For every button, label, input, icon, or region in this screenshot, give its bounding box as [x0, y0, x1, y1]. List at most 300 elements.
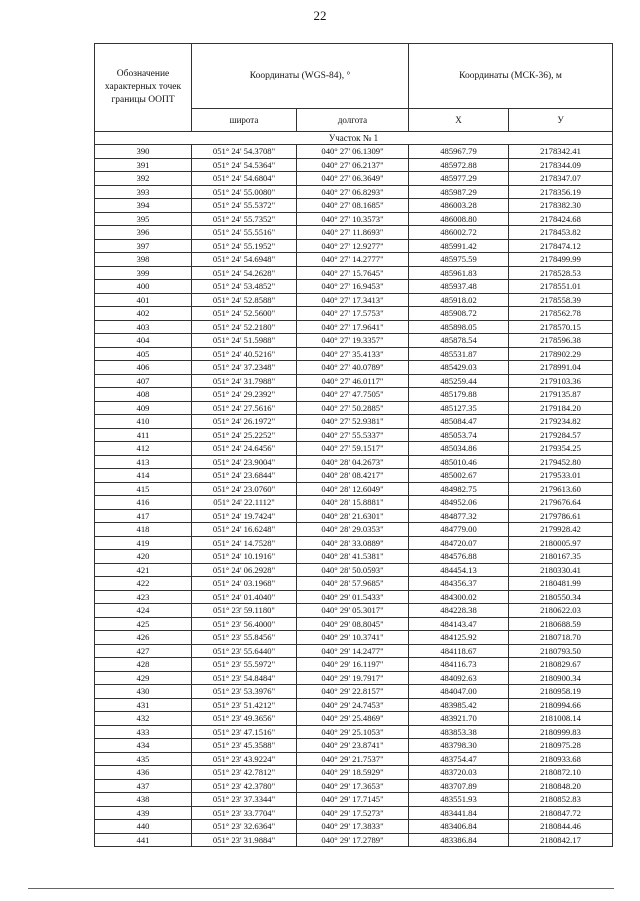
table-row	[95, 442, 613, 456]
cell-latitude: 051° 24' 55.5516"	[192, 226, 297, 240]
table-row	[95, 725, 613, 739]
table-row	[95, 779, 613, 793]
table-row	[95, 226, 613, 240]
cell-point-number: 393	[95, 185, 192, 199]
cell-latitude: 051° 23' 42.3780"	[192, 779, 297, 793]
cell-latitude: 051° 23' 45.3588"	[192, 739, 297, 753]
cell-point-number: 441	[95, 833, 192, 847]
cell-longitude: 040° 28' 21.6301"	[297, 509, 409, 523]
cell-x: 485127.35	[409, 401, 509, 415]
table-row	[95, 347, 613, 361]
header-msk-label: Координаты (МСК-36), м	[409, 44, 613, 109]
table-row	[95, 523, 613, 537]
cell-point-number: 427	[95, 644, 192, 658]
cell-x: 484779.00	[409, 523, 509, 537]
cell-x: 485918.02	[409, 293, 509, 307]
cell-point-number: 433	[95, 725, 192, 739]
cell-point-number: 440	[95, 820, 192, 834]
cell-longitude: 040° 28' 08.4217"	[297, 469, 409, 483]
footer-divider	[28, 888, 614, 889]
table-row	[95, 563, 613, 577]
cell-y: 2178382.30	[509, 199, 613, 213]
cell-x: 485034.86	[409, 442, 509, 456]
cell-y: 2178562.78	[509, 307, 613, 321]
cell-x: 485429.03	[409, 361, 509, 375]
cell-latitude: 051° 24' 31.7988"	[192, 374, 297, 388]
cell-y: 2178453.82	[509, 226, 613, 240]
table-row	[95, 658, 613, 672]
table-row	[95, 172, 613, 186]
cell-latitude: 051° 23' 56.4000"	[192, 617, 297, 631]
table-row	[95, 199, 613, 213]
cell-longitude: 040° 29' 05.3017"	[297, 604, 409, 618]
cell-latitude: 051° 23' 37.3344"	[192, 793, 297, 807]
cell-x: 483386.84	[409, 833, 509, 847]
cell-point-number: 406	[95, 361, 192, 375]
cell-latitude: 051° 24' 52.8588"	[192, 293, 297, 307]
cell-longitude: 040° 29' 16.1197"	[297, 658, 409, 672]
cell-x: 484047.00	[409, 685, 509, 699]
cell-y: 2179284.57	[509, 428, 613, 442]
cell-longitude: 040° 27' 12.9277"	[297, 239, 409, 253]
cell-longitude: 040° 29' 18.5929"	[297, 766, 409, 780]
cell-y: 2178424.68	[509, 212, 613, 226]
cell-x: 483798.30	[409, 739, 509, 753]
cell-y: 2179786.61	[509, 509, 613, 523]
cell-x: 484125.92	[409, 631, 509, 645]
cell-x: 485961.83	[409, 266, 509, 280]
cell-point-number: 400	[95, 280, 192, 294]
cell-point-number: 391	[95, 158, 192, 172]
cell-latitude: 051° 24' 54.6804"	[192, 172, 297, 186]
cell-longitude: 040° 27' 17.5753"	[297, 307, 409, 321]
cell-x: 484982.75	[409, 482, 509, 496]
table-row	[95, 496, 613, 510]
cell-longitude: 040° 27' 06.3649"	[297, 172, 409, 186]
table-row	[95, 712, 613, 726]
cell-x: 484143.47	[409, 617, 509, 631]
cell-y: 2180848.20	[509, 779, 613, 793]
cell-y: 2178347.07	[509, 172, 613, 186]
cell-x: 484356.37	[409, 577, 509, 591]
cell-longitude: 040° 27' 11.8693"	[297, 226, 409, 240]
cell-x: 485878.54	[409, 334, 509, 348]
cell-point-number: 437	[95, 779, 192, 793]
cell-longitude: 040° 28' 33.0889"	[297, 536, 409, 550]
cell-point-number: 430	[95, 685, 192, 699]
table-row	[95, 185, 613, 199]
table-row	[95, 590, 613, 604]
table-row	[95, 455, 613, 469]
cell-point-number: 419	[95, 536, 192, 550]
cell-longitude: 040° 29' 17.2789"	[297, 833, 409, 847]
cell-latitude: 051° 23' 55.8456"	[192, 631, 297, 645]
cell-point-number: 414	[95, 469, 192, 483]
cell-point-number: 438	[95, 793, 192, 807]
cell-point-number: 390	[95, 145, 192, 159]
cell-latitude: 051° 24' 16.6248"	[192, 523, 297, 537]
cell-point-number: 399	[95, 266, 192, 280]
cell-point-number: 439	[95, 806, 192, 820]
cell-y: 2180622.03	[509, 604, 613, 618]
cell-x: 483707.89	[409, 779, 509, 793]
cell-longitude: 040° 27' 06.2137"	[297, 158, 409, 172]
page-number: 22	[313, 8, 327, 23]
cell-y: 2180842.17	[509, 833, 613, 847]
cell-point-number: 396	[95, 226, 192, 240]
cell-latitude: 051° 24' 29.2392"	[192, 388, 297, 402]
table-row	[95, 820, 613, 834]
cell-point-number: 416	[95, 496, 192, 510]
cell-y: 2180958.19	[509, 685, 613, 699]
cell-longitude: 040° 29' 25.4869"	[297, 712, 409, 726]
cell-longitude: 040° 29' 14.2477"	[297, 644, 409, 658]
cell-y: 2178596.38	[509, 334, 613, 348]
cell-latitude: 051° 24' 54.2628"	[192, 266, 297, 280]
cell-point-number: 423	[95, 590, 192, 604]
cell-x: 485531.87	[409, 347, 509, 361]
cell-point-number: 422	[95, 577, 192, 591]
cell-latitude: 051° 23' 42.7812"	[192, 766, 297, 780]
cell-point-number: 404	[95, 334, 192, 348]
cell-latitude: 051° 24' 51.5988"	[192, 334, 297, 348]
cell-x: 484952.06	[409, 496, 509, 510]
cell-point-number: 410	[95, 415, 192, 429]
cell-latitude: 051° 24' 06.2928"	[192, 563, 297, 577]
cell-x: 483441.84	[409, 806, 509, 820]
cell-latitude: 051° 24' 52.2180"	[192, 320, 297, 334]
cell-y: 2180005.97	[509, 536, 613, 550]
cell-y: 2178551.01	[509, 280, 613, 294]
cell-x: 485179.88	[409, 388, 509, 402]
table-row	[95, 752, 613, 766]
cell-longitude: 040° 28' 15.8881"	[297, 496, 409, 510]
table-row	[95, 644, 613, 658]
cell-longitude: 040° 29' 01.5433"	[297, 590, 409, 604]
cell-longitude: 040° 27' 17.3413"	[297, 293, 409, 307]
cell-longitude: 040° 27' 14.2777"	[297, 253, 409, 267]
table-row	[95, 793, 613, 807]
cell-latitude: 051° 24' 10.1916"	[192, 550, 297, 564]
cell-y: 2180872.10	[509, 766, 613, 780]
cell-x: 485991.42	[409, 239, 509, 253]
cell-point-number: 397	[95, 239, 192, 253]
table-row	[95, 766, 613, 780]
table-row	[95, 617, 613, 631]
table-row	[95, 374, 613, 388]
table-header	[95, 44, 613, 132]
table-row	[95, 577, 613, 591]
cell-y: 2180550.34	[509, 590, 613, 604]
cell-y: 2180481.99	[509, 577, 613, 591]
cell-x: 484576.88	[409, 550, 509, 564]
cell-point-number: 411	[95, 428, 192, 442]
cell-latitude: 051° 24' 52.5600"	[192, 307, 297, 321]
cell-longitude: 040° 29' 17.3653"	[297, 779, 409, 793]
cell-x: 484720.07	[409, 536, 509, 550]
table-row	[95, 833, 613, 847]
cell-latitude: 051° 23' 33.7704"	[192, 806, 297, 820]
header-x: X	[409, 109, 509, 132]
cell-y: 2180852.83	[509, 793, 613, 807]
cell-longitude: 040° 27' 52.9381"	[297, 415, 409, 429]
cell-y: 2180793.50	[509, 644, 613, 658]
table-row	[95, 401, 613, 415]
cell-longitude: 040° 27' 35.4133"	[297, 347, 409, 361]
cell-x: 485987.29	[409, 185, 509, 199]
cell-point-number: 431	[95, 698, 192, 712]
cell-latitude: 051° 24' 25.2252"	[192, 428, 297, 442]
cell-longitude: 040° 27' 55.5337"	[297, 428, 409, 442]
cell-y: 2178991.04	[509, 361, 613, 375]
header-wgs-label: Координаты (WGS-84), °	[192, 44, 409, 109]
table-row	[95, 671, 613, 685]
table-row	[95, 307, 613, 321]
cell-x: 483853.38	[409, 725, 509, 739]
cell-y: 2179676.64	[509, 496, 613, 510]
cell-longitude: 040° 27' 06.8293"	[297, 185, 409, 199]
cell-longitude: 040° 29' 17.3833"	[297, 820, 409, 834]
cell-x: 483406.84	[409, 820, 509, 834]
table-row	[95, 280, 613, 294]
table-row	[95, 388, 613, 402]
table-row	[95, 253, 613, 267]
cell-longitude: 040° 28' 29.0353"	[297, 523, 409, 537]
cell-y: 2179613.60	[509, 482, 613, 496]
cell-latitude: 051° 23' 32.6364"	[192, 820, 297, 834]
cell-latitude: 051° 24' 40.5216"	[192, 347, 297, 361]
cell-longitude: 040° 27' 19.3357"	[297, 334, 409, 348]
cell-point-number: 405	[95, 347, 192, 361]
cell-latitude: 051° 23' 47.1516"	[192, 725, 297, 739]
table-row	[95, 212, 613, 226]
cell-point-number: 415	[95, 482, 192, 496]
cell-y: 2179184.20	[509, 401, 613, 415]
cell-y: 2180330.41	[509, 563, 613, 577]
cell-latitude: 051° 24' 27.5616"	[192, 401, 297, 415]
cell-latitude: 051° 23' 54.8484"	[192, 671, 297, 685]
cell-point-number: 395	[95, 212, 192, 226]
cell-point-number: 413	[95, 455, 192, 469]
cell-longitude: 040° 28' 41.5381"	[297, 550, 409, 564]
cell-x: 485898.05	[409, 320, 509, 334]
table-row	[95, 698, 613, 712]
cell-longitude: 040° 27' 16.9453"	[297, 280, 409, 294]
cell-x: 485084.47	[409, 415, 509, 429]
cell-x: 485937.48	[409, 280, 509, 294]
header-point-label-text: Обозначение характерных точек границы ООПТ	[104, 69, 182, 105]
cell-longitude: 040° 29' 22.8157"	[297, 685, 409, 699]
cell-x: 483720.03	[409, 766, 509, 780]
cell-latitude: 051° 24' 55.7352"	[192, 212, 297, 226]
cell-x: 485967.79	[409, 145, 509, 159]
cell-y: 2180999.83	[509, 725, 613, 739]
cell-x: 483985.42	[409, 698, 509, 712]
cell-latitude: 051° 24' 26.1972"	[192, 415, 297, 429]
cell-point-number: 435	[95, 752, 192, 766]
cell-y: 2178558.39	[509, 293, 613, 307]
table-row	[95, 361, 613, 375]
cell-y: 2179533.01	[509, 469, 613, 483]
cell-longitude: 040° 29' 21.7537"	[297, 752, 409, 766]
cell-latitude: 051° 24' 37.2348"	[192, 361, 297, 375]
cell-point-number: 436	[95, 766, 192, 780]
cell-y: 2179452.80	[509, 455, 613, 469]
cell-y: 2180167.35	[509, 550, 613, 564]
cell-y: 2178528.53	[509, 266, 613, 280]
cell-longitude: 040° 27' 46.0117"	[297, 374, 409, 388]
cell-latitude: 051° 23' 55.6440"	[192, 644, 297, 658]
table-row	[95, 293, 613, 307]
cell-y: 2180994.66	[509, 698, 613, 712]
cell-y: 2179354.25	[509, 442, 613, 456]
cell-y: 2181008.14	[509, 712, 613, 726]
cell-latitude: 051° 24' 54.6948"	[192, 253, 297, 267]
cell-longitude: 040° 29' 24.7453"	[297, 698, 409, 712]
table-body	[95, 145, 613, 847]
cell-latitude: 051° 24' 14.7528"	[192, 536, 297, 550]
cell-point-number: 421	[95, 563, 192, 577]
cell-x: 484300.02	[409, 590, 509, 604]
table-row	[95, 469, 613, 483]
cell-y: 2179135.87	[509, 388, 613, 402]
cell-longitude: 040° 29' 10.3741"	[297, 631, 409, 645]
table-row	[95, 536, 613, 550]
cell-y: 2178344.09	[509, 158, 613, 172]
cell-longitude: 040° 27' 17.9641"	[297, 320, 409, 334]
header-point-label	[95, 44, 192, 132]
cell-point-number: 424	[95, 604, 192, 618]
cell-latitude: 051° 24' 22.1112"	[192, 496, 297, 510]
cell-y: 2179103.36	[509, 374, 613, 388]
cell-point-number: 429	[95, 671, 192, 685]
cell-point-number: 432	[95, 712, 192, 726]
cell-latitude: 051° 24' 23.0760"	[192, 482, 297, 496]
cell-longitude: 040° 29' 23.8741"	[297, 739, 409, 753]
cell-point-number: 402	[95, 307, 192, 321]
cell-y: 2180933.68	[509, 752, 613, 766]
table-row	[95, 806, 613, 820]
table-row	[95, 415, 613, 429]
cell-x: 483754.47	[409, 752, 509, 766]
table-row	[95, 145, 613, 159]
table-row	[95, 239, 613, 253]
cell-longitude: 040° 28' 50.0593"	[297, 563, 409, 577]
cell-x: 484454.13	[409, 563, 509, 577]
cell-latitude: 051° 24' 03.1968"	[192, 577, 297, 591]
cell-x: 486008.80	[409, 212, 509, 226]
cell-latitude: 051° 24' 01.4040"	[192, 590, 297, 604]
cell-x: 485975.59	[409, 253, 509, 267]
cell-point-number: 408	[95, 388, 192, 402]
cell-point-number: 394	[95, 199, 192, 213]
cell-point-number: 434	[95, 739, 192, 753]
cell-longitude: 040° 27' 08.1685"	[297, 199, 409, 213]
cell-longitude: 040° 27' 59.1517"	[297, 442, 409, 456]
table-row	[95, 428, 613, 442]
cell-y: 2178474.12	[509, 239, 613, 253]
cell-latitude: 051° 23' 31.9884"	[192, 833, 297, 847]
cell-longitude: 040° 29' 08.8045"	[297, 617, 409, 631]
table-row	[95, 334, 613, 348]
table-row	[95, 604, 613, 618]
cell-point-number: 425	[95, 617, 192, 631]
cell-latitude: 051° 24' 23.6844"	[192, 469, 297, 483]
cell-longitude: 040° 29' 17.5273"	[297, 806, 409, 820]
cell-x: 485259.44	[409, 374, 509, 388]
cell-point-number: 407	[95, 374, 192, 388]
cell-y: 2179928.42	[509, 523, 613, 537]
cell-x: 485002.67	[409, 469, 509, 483]
cell-longitude: 040° 27' 50.2885"	[297, 401, 409, 415]
cell-y: 2178570.15	[509, 320, 613, 334]
cell-longitude: 040° 28' 57.9685"	[297, 577, 409, 591]
cell-point-number: 412	[95, 442, 192, 456]
cell-longitude: 040° 28' 12.6049"	[297, 482, 409, 496]
cell-y: 2180900.34	[509, 671, 613, 685]
table-row	[95, 550, 613, 564]
cell-latitude: 051° 24' 24.6456"	[192, 442, 297, 456]
cell-point-number: 398	[95, 253, 192, 267]
cell-y: 2178499.99	[509, 253, 613, 267]
cell-longitude: 040° 27' 47.7505"	[297, 388, 409, 402]
cell-x: 485010.46	[409, 455, 509, 469]
header-latitude: широта	[192, 109, 297, 132]
cell-y: 2180975.28	[509, 739, 613, 753]
cell-y: 2178356.19	[509, 185, 613, 199]
cell-y: 2180844.46	[509, 820, 613, 834]
cell-latitude: 051° 23' 55.5972"	[192, 658, 297, 672]
cell-x: 484092.63	[409, 671, 509, 685]
cell-latitude: 051° 23' 51.4212"	[192, 698, 297, 712]
cell-point-number: 417	[95, 509, 192, 523]
table-row	[95, 482, 613, 496]
cell-x: 485908.72	[409, 307, 509, 321]
cell-latitude: 051° 23' 49.3656"	[192, 712, 297, 726]
cell-x: 485977.29	[409, 172, 509, 186]
header-y: У	[509, 109, 613, 132]
cell-point-number: 420	[95, 550, 192, 564]
cell-point-number: 401	[95, 293, 192, 307]
cell-latitude: 051° 23' 59.1180"	[192, 604, 297, 618]
cell-x: 484118.67	[409, 644, 509, 658]
cell-longitude: 040° 27' 06.1309"	[297, 145, 409, 159]
cell-latitude: 051° 24' 55.0080"	[192, 185, 297, 199]
cell-x: 484116.73	[409, 658, 509, 672]
cell-y: 2178342.41	[509, 145, 613, 159]
cell-y: 2180718.70	[509, 631, 613, 645]
table-row	[95, 509, 613, 523]
cell-longitude: 040° 28' 04.2673"	[297, 455, 409, 469]
cell-latitude: 051° 24' 55.5372"	[192, 199, 297, 213]
cell-latitude: 051° 23' 53.3976"	[192, 685, 297, 699]
cell-latitude: 051° 24' 23.9004"	[192, 455, 297, 469]
cell-y: 2178902.29	[509, 347, 613, 361]
cell-point-number: 409	[95, 401, 192, 415]
cell-y: 2180688.59	[509, 617, 613, 631]
cell-longitude: 040° 29' 25.1053"	[297, 725, 409, 739]
cell-point-number: 418	[95, 523, 192, 537]
cell-longitude: 040° 27' 10.3573"	[297, 212, 409, 226]
header-longitude: долгота	[297, 109, 409, 132]
table-row	[95, 266, 613, 280]
table-row	[95, 320, 613, 334]
table-row	[95, 685, 613, 699]
cell-longitude: 040° 27' 15.7645"	[297, 266, 409, 280]
cell-point-number: 428	[95, 658, 192, 672]
cell-longitude: 040° 27' 40.0789"	[297, 361, 409, 375]
cell-latitude: 051° 24' 55.1952"	[192, 239, 297, 253]
